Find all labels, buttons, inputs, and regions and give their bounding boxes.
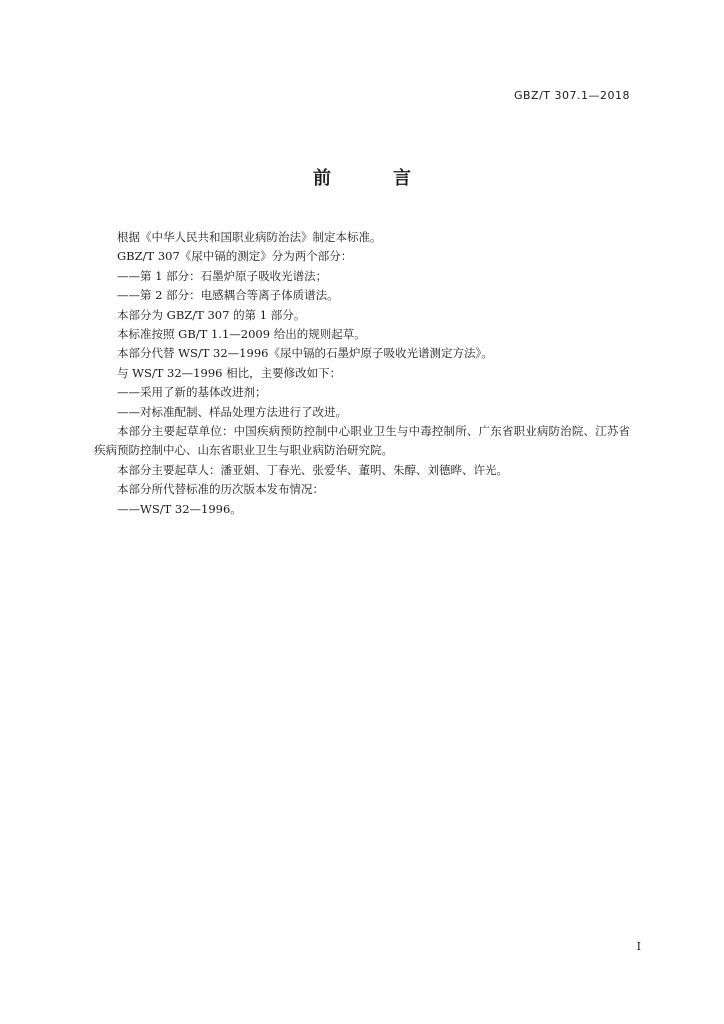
paragraph-changes-intro: 与 WS/T 32—1996 相比，主要修改如下： xyxy=(117,365,342,380)
paragraph-parts-intro: GBZ/T 307《尿中镉的测定》分为两个部分： xyxy=(117,249,353,264)
paragraph-drafting-rules: 本标准按照 GB/T 1.1—2009 给出的规则起草。 xyxy=(117,327,366,342)
paragraph-history-1: ——WS/T 32—1996。 xyxy=(117,501,242,516)
paragraph-drafters: 本部分主要起草人：潘亚娟、丁春光、张爱华、董明、朱醇、刘德晔、许光。 xyxy=(117,462,508,477)
paragraph-change-1: ——采用了新的基体改进剂； xyxy=(117,385,267,400)
paragraph-legal-basis: 根据《中华人民共和国职业病防治法》制定本标准。 xyxy=(117,230,382,244)
page-title: 前 言 xyxy=(313,168,433,189)
paragraph-part-2: ——第 2 部分：电感耦合等离子体质谱法。 xyxy=(117,288,339,303)
foreword-body xyxy=(94,228,630,519)
paragraph-replaces: 本部分代替 WS/T 32—1996《尿中镉的石墨炉原子吸收光谱测定方法》。 xyxy=(117,346,493,361)
standard-code-header: GBZ/T 307.1—2018 xyxy=(513,89,630,102)
paragraph-this-part: 本部分为 GBZ/T 307 的第 1 部分。 xyxy=(117,307,306,322)
paragraph-history-intro: 本部分所代替标准的历次版本发布情况： xyxy=(117,482,324,497)
page-number: I xyxy=(636,940,641,953)
paragraph-part-1: ——第 1 部分：石墨炉原子吸收光谱法； xyxy=(117,268,328,283)
paragraph-change-2: ——对标准配制、样品处理方法进行了改进。 xyxy=(117,404,347,419)
paragraph-drafting-units: 本部分主要起草单位：中国疾病预防控制中心职业卫生与中毒控制所、广东省职业病防治院、江苏省疾病预防控制中心、山东省职业卫生与职业病防治研究院。 xyxy=(94,424,630,458)
